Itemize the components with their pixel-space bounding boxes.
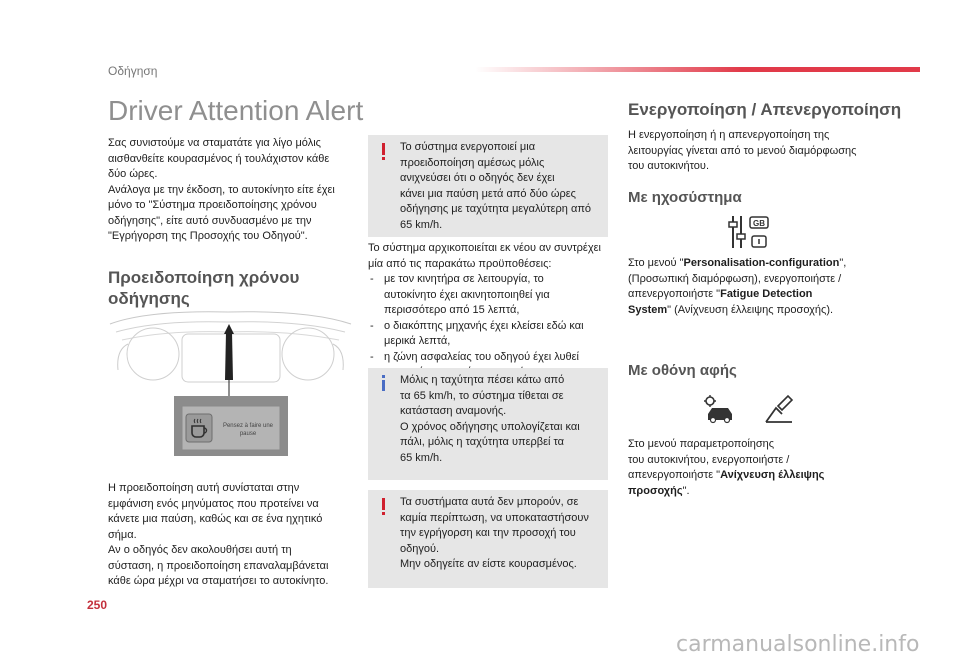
text-line: Τα συστήματα αυτά δεν μπορούν, σε <box>400 496 579 508</box>
text-line: κάνετε μια παύση, καθώς και σε ένα ηχητικό <box>108 513 323 525</box>
activation-intro <box>628 128 878 175</box>
text-line: (Προσωπική διαμόρφωση), ενεργοποιήστε / <box>628 272 842 285</box>
text-line: 65 km/h. <box>400 218 443 231</box>
text-line: κάνει μια παύση μετά από δύο ώρες <box>400 187 576 200</box>
text-run: ". <box>682 484 690 497</box>
display-message-line: pause <box>239 431 257 437</box>
warning-icon <box>380 498 386 515</box>
option-name: Ανίχνευση έλλειψης <box>720 469 825 481</box>
text-line: Το σύστημα αρχικοποιείται εκ νέου αν συντρέχει <box>368 242 601 254</box>
activation-heading: Ενεργοποίηση / Απενεργοποίηση <box>628 100 902 119</box>
heading-line: οδήγησης <box>108 289 190 308</box>
text-line: - ο διακόπτης μηχανής έχει κλείσει εδώ και <box>384 319 584 332</box>
list-item <box>368 319 618 350</box>
text-line: δύο ώρες. <box>108 168 158 180</box>
warning-callout <box>368 490 608 588</box>
car-settings-icon <box>702 394 738 424</box>
text-line: Η προειδοποίηση αυτή συνίσταται στην <box>108 482 300 494</box>
text-line: του αυτοκινήτου, ενεργοποιήστε / <box>628 453 790 466</box>
audio-heading: Με ηχοσύστημα <box>628 189 742 206</box>
info-callout <box>368 368 608 480</box>
text-line: προειδοποίηση αμέσως μόλις <box>400 156 545 169</box>
conditions-list <box>368 272 618 381</box>
section-heading <box>108 267 299 309</box>
touchscreen-instructions <box>628 437 888 499</box>
text-line: οδήγησης με ταχύτητα μεγαλύτερη από <box>400 203 592 215</box>
header-accent-bar <box>475 67 920 72</box>
text-line: Ο χρόνος οδήγησης υπολογίζεται και <box>400 420 580 433</box>
text-line: τα 65 km/h, το σύστημα τίθεται σε <box>400 389 564 402</box>
text-line: κάθε ώρα μέχρι να σταματήσει το αυτοκίνητο. <box>108 575 329 587</box>
text-line: μία από τις παρακάτω προϋποθέσεις: <box>368 257 552 270</box>
warning-callout <box>368 135 608 237</box>
text-line: Αν ο οδηγός δεν ακολουθήσει αυτή τη <box>108 544 292 556</box>
reset-conditions <box>368 241 618 381</box>
text-line: μερικά λεπτά, <box>384 335 451 347</box>
text-line: αισθανθείτε κουρασμένος ή τουλάχιστον κάθε <box>108 152 330 165</box>
page-title: Driver Attention Alert <box>108 95 364 126</box>
text-line: καμία περίπτωση, να υποκαταστήσουν <box>400 511 589 524</box>
pointer-arrow <box>225 332 233 380</box>
section-label: Οδήγηση <box>108 64 158 78</box>
text-line: εμφάνιση ενός μηνύματος που προτείνει να <box>108 497 319 510</box>
list-item <box>368 272 618 319</box>
text-line: οδηγού. <box>400 542 440 555</box>
option-name: System <box>628 303 668 316</box>
outro-paragraph <box>108 481 358 590</box>
text-line: σύσταση, η προειδοποίηση επαναλαμβάνεται <box>108 559 329 572</box>
text-line: κατάσταση αναμονής. <box>400 405 507 417</box>
text-line: λειτουργίας γίνεται από το μενού διαμόρφωσης <box>628 144 857 157</box>
text-line: αυτοκίνητο έχει ακινητοποιηθεί για <box>384 288 550 301</box>
audio-settings-icon <box>728 214 772 250</box>
text-line: 65 km/h. <box>400 451 443 464</box>
driver-attention-icon <box>762 394 796 424</box>
audio-instructions <box>628 256 888 318</box>
text-line: την εγρήγορση και την προσοχή του <box>400 527 576 539</box>
text-line: πάλι, μόλις η ταχύτητα υπερβεί τα <box>400 436 565 448</box>
text-run: απενεργοποιήστε " <box>628 469 721 481</box>
text-line: Μόλις η ταχύτητα πέσει κάτω από <box>400 374 565 386</box>
info-icon <box>380 375 386 391</box>
text-run: Στο μενού " <box>628 257 684 269</box>
text-line: Σας συνιστούμε να σταματάτε για λίγο μόλις <box>108 137 321 149</box>
text-line: σήμα. <box>108 528 137 541</box>
text-line: - η ζώνη ασφαλείας του οδηγού έχει λυθεί <box>384 350 579 363</box>
touchscreen-heading: Με οθόνη αφής <box>628 362 737 379</box>
option-name: Fatigue Detection <box>720 288 813 300</box>
warning-icon <box>380 143 386 160</box>
text-line: μόνο το "Σύστημα προειδοποίησης χρόνου <box>108 199 317 211</box>
instrument-panel-illustration <box>108 310 353 460</box>
heading-line: Προειδοποίηση χρόνου <box>108 268 300 287</box>
text-line: - με τον κινητήρα σε λειτουργία, το <box>384 273 544 285</box>
text-line: ανιχνεύσει ότι ο οδηγός δεν έχει <box>400 172 555 184</box>
text-line: Ανάλογα με την έκδοση, το αυτοκίνητο είτε έχει <box>108 183 335 196</box>
text-line: Στο μενού παραμετροποίησης <box>628 438 775 450</box>
text-line: "Εγρήγορση της Προσοχής του Οδηγού". <box>108 230 308 242</box>
menu-name: Personalisation-configuration <box>683 257 840 269</box>
intro-paragraph <box>108 136 353 245</box>
watermark: carmanualsonline.info <box>676 632 920 657</box>
text-line: του αυτοκινήτου. <box>628 160 710 172</box>
text-line: περισσότερο από 15 λεπτά, <box>384 304 520 316</box>
text-line: Το σύστημα ενεργοποιεί μια <box>400 141 536 153</box>
text-line: οδήγησης", είτε αυτό συνδυασμένο με την <box>108 214 312 227</box>
text-run: απενεργοποιήστε " <box>628 288 721 300</box>
text-line: Μην οδηγείτε αν είστε κουρασμένος. <box>400 558 577 570</box>
display-message-line: Pensez à faire une <box>222 423 274 429</box>
language-badge: GB <box>753 219 765 228</box>
text-line: Η ενεργοποίηση ή η απενεργοποίηση της <box>628 129 830 141</box>
page-number: 250 <box>87 598 108 612</box>
text-run: " (Ανίχνευση έλλειψης προσοχής). <box>667 303 834 316</box>
option-name: προσοχής <box>628 484 683 497</box>
text-run: ", <box>839 257 847 269</box>
